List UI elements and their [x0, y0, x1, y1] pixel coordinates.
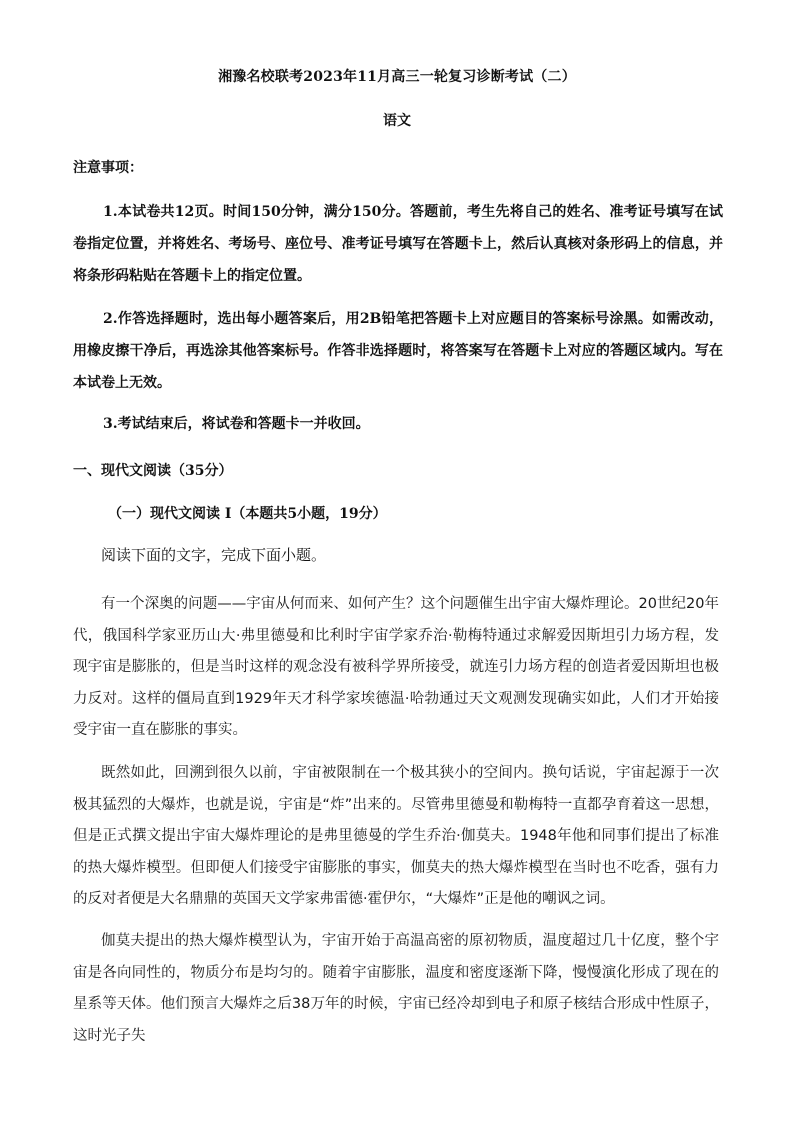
notice-item-2: 2.作答选择题时，选出每小题答案后，用2B铅笔把答题卡上对应题目的答案标号涂黑。如需改动，用橡皮擦干净后，再选涂其他答案标号。作答非选择题时，将答案写在答题卡上对应的答题区域内。写在本试卷上无效。 — [73, 311, 723, 391]
notice-heading: 注意事项： — [73, 160, 143, 176]
reading-paragraph-1: 有一个深奥的问题——宇宙从何而来、如何产生？这个问题催生出宇宙大爆炸理论。20世纪20年代，俄国科学家亚历山大·弗里德曼和比利时宇宙学家乔治·勒梅特通过求解爱因斯坦引力场方程，发现宇宙是膨胀的，但是当时这样的观念没有被科学界所接受，就连引力场方程的创造者爱因斯坦也极力反对。这样的僵局直到1929年天才科学家埃德温·哈勃通过天文观测发现确实如此，人们才开始接受宇宙一直在膨胀的事实。 — [73, 596, 719, 738]
reading-instruction: 阅读下面的文字，完成下面小题。 — [101, 546, 327, 564]
reading-paragraph-2: 既然如此，回溯到很久以前，宇宙被限制在一个极其狭小的空间内。换句话说，宇宙起源于一次极其猛烈的大爆炸，也就是说，宇宙是“炸”出来的。尽管弗里德曼和勒梅特一直都孕育着这一思想，但是正式撰文提出宇宙大爆炸理论的是弗里德曼的学生乔治·伽莫夫。1948年他和同事们提出了标准的热大爆炸模型。但即便人们接受宇宙膨胀的事实，伽莫夫的热大爆炸模型在当时也不吃香，强有力的反对者便是大名鼎鼎的英国天文学家弗雷德·霍伊尔，“大爆炸”正是他的嘲讽之词。 — [73, 765, 719, 907]
notice-item-3: 3.考试结束后，将试卷和答题卡一并收回。 — [103, 416, 370, 432]
exam-title: 湘豫名校联考2023年11月高三一轮复习诊断考试（二） — [218, 69, 576, 85]
notice-item-1: 1.本试卷共12页。时间150分钟，满分150分。答题前，考生先将自己的姓名、准考证号填写在试卷指定位置，并将姓名、考场号、座位号、准考证号填写在答题卡上，然后认真核对条形码上的信息，并将条形码粘贴在答题卡上的指定位置。 — [73, 204, 723, 284]
subsection-heading: （一）现代文阅读 I（本题共5小题，19分） — [108, 506, 387, 522]
reading-paragraph-3: 伽莫夫提出的热大爆炸模型认为，宇宙开始于高温高密的原初物质，温度超过几十亿度，整个宇宙是各向同性的，物质分布是均匀的。随着宇宙膨胀，温度和密度逐渐下降，慢慢演化形成了现在的星系等天体。他们预言大爆炸之后38万年的时候，宇宙已经冷却到电子和原子核结合形成中性原子，这时光子失 — [73, 933, 719, 1044]
subject-title: 语文 — [383, 113, 411, 129]
section-heading: 一、现代文阅读（35分） — [73, 463, 233, 479]
